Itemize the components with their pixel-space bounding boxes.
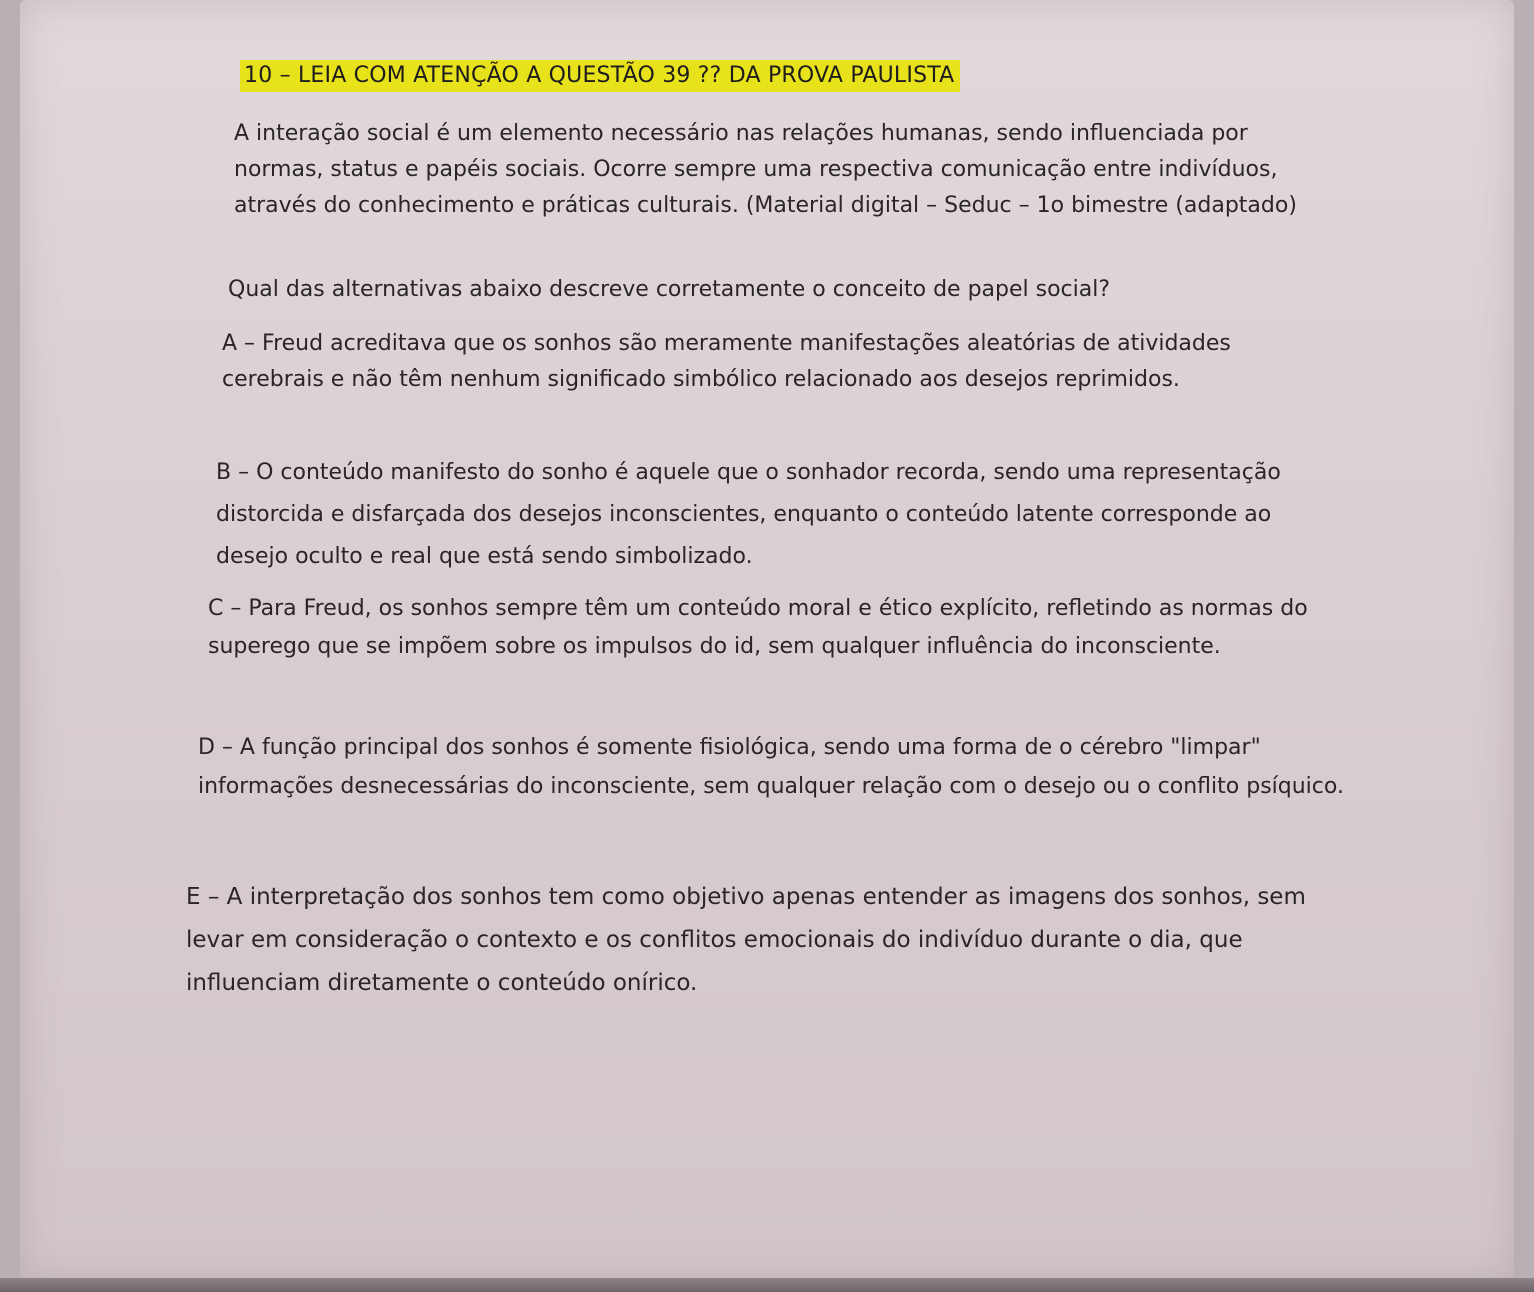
option-c[interactable]: C – Para Freud, os sonhos sempre têm um conteúdo moral e ético explícito, refletindo as normas do superego que se impõem sobre os impulsos do id, sem qualquer influência do inconsciente.: [208, 596, 1308, 659]
option-e[interactable]: E – A interpretação dos sonhos tem como objetivo apenas entender as imagens dos sonhos, sem levar em consideração o contexto e os conflitos emocionais do indivíduo durante o dia, que influenciam diretamente o conteúdo onírico.: [186, 884, 1306, 996]
question-title: 10 – LEIA COM ATENÇÃO A QUESTÃO 39 ?? DA PROVA PAULISTA: [240, 60, 960, 92]
option-b[interactable]: B – O conteúdo manifesto do sonho é aquele que o sonhador recorda, sendo uma representação distorcida e disfarçada dos desejos inconscientes, enquanto o conteúdo latente corresponde ao desejo oculto e real que está sendo simbolizado.: [216, 460, 1281, 569]
screen-bezel: [0, 1278, 1534, 1292]
intro-paragraph: A interação social é um elemento necessário nas relações humanas, sendo influenciada por normas, status e papéis sociais. Ocorre sempre uma respectiva comunicação entre indivíduos, através do conhecimento e práticas culturais. (Material digital – Seduc – 1o bimestre (adaptado): [234, 121, 1297, 218]
document-page: [20, 0, 1514, 1280]
option-a[interactable]: A – Freud acreditava que os sonhos são meramente manifestações aleatórias de atividades cerebrais e não têm nenhum significado simbólico relacionado aos desejos reprimidos.: [222, 331, 1231, 392]
option-d[interactable]: D – A função principal dos sonhos é somente fisiológica, sendo uma forma de o cérebro "limpar" informações desnecessárias do inconsciente, sem qualquer relação com o desejo ou o conflito psíquico.: [198, 735, 1344, 799]
question-prompt: Qual das alternativas abaixo descreve corretamente o conceito de papel social?: [228, 277, 1111, 302]
screen-surface: [20, 0, 1514, 1280]
